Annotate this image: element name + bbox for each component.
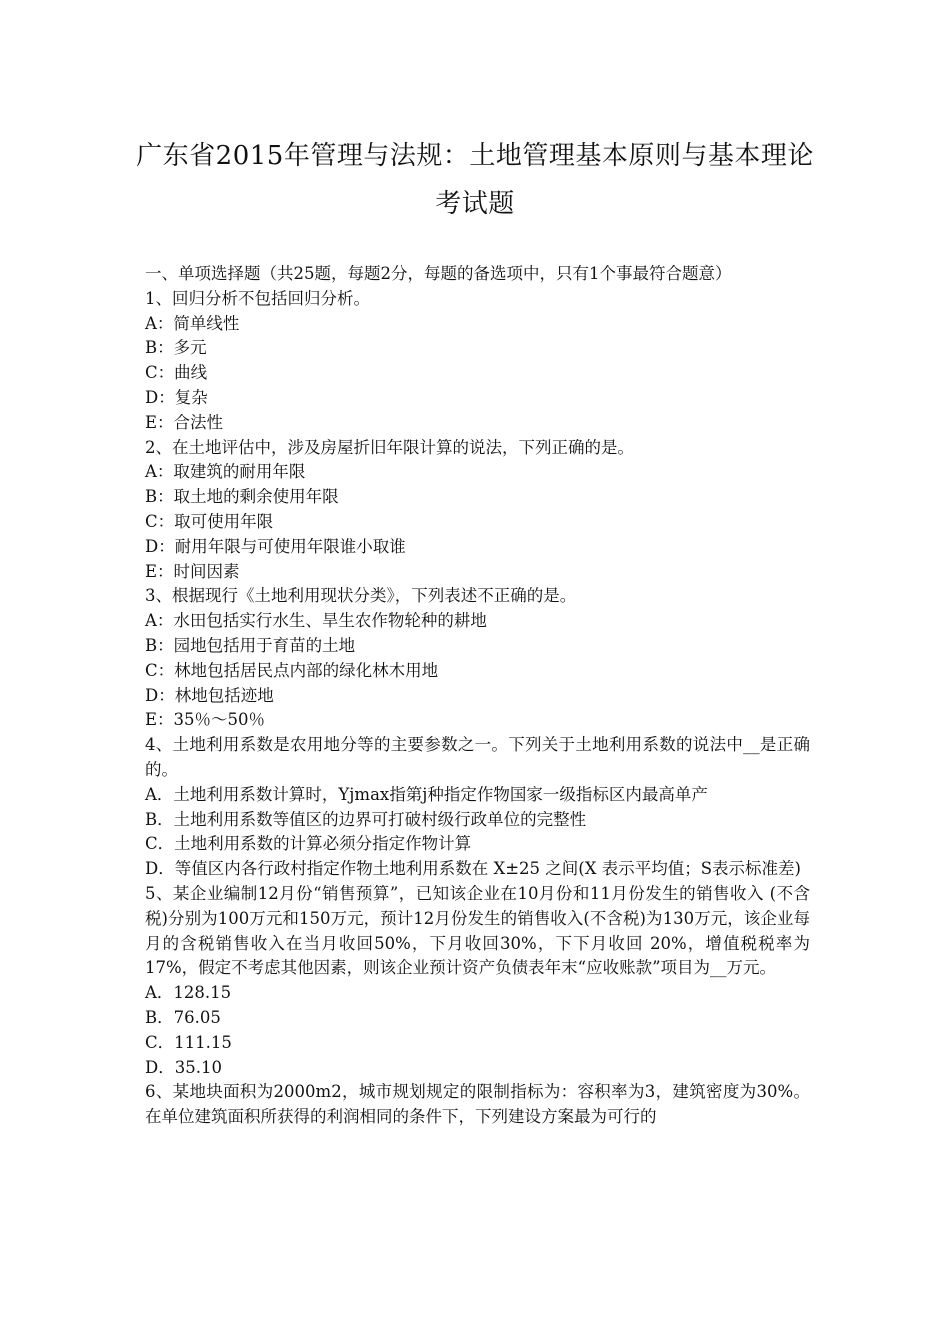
document-body: [145, 262, 810, 1130]
option: B：取土地的剩余使用年限: [145, 487, 339, 507]
option: E：35％～50％: [145, 710, 266, 730]
question-stem: 3、根据现行《土地利用现状分类》，下列表述不正确的是。: [145, 586, 577, 606]
question-stem: 4、土地利用系数是农用地分等的主要参数之一。下列关于土地利用系数的说法中__是正确的。: [145, 735, 810, 779]
option: B：园地包括用于育苗的土地: [145, 635, 356, 655]
option: E：时间因素: [145, 561, 240, 581]
question-stem: 2、在土地评估中，涉及房屋折旧年限计算的说法，下列正确的是。: [145, 437, 634, 457]
option: C：林地包括居民点内部的绿化林木用地: [145, 660, 439, 680]
option: A：取建筑的耐用年限: [145, 462, 306, 482]
question-stem: 1、回归分析不包括回归分析。: [145, 288, 370, 308]
option: B：多元: [145, 338, 207, 358]
option: D：林地包括迹地: [145, 685, 274, 705]
option: A：水田包括实行水生、旱生农作物轮种的耕地: [145, 611, 487, 631]
option: D：耐用年限与可使用年限谁小取谁: [145, 536, 406, 556]
title-line-2: 考试题: [435, 189, 515, 219]
question-stem: 6、某地块面积为2000m2，城市规划规定的限制指标为：容积率为3，建筑密度为30%。在单位建筑面积所获得的利润相同的条件下，下列建设方案最为可行的: [145, 1082, 810, 1127]
option: C．111.15: [145, 1032, 232, 1052]
option: D．35.10: [145, 1057, 222, 1077]
option: D：复杂: [145, 387, 208, 407]
title-line-1: 广东省2015年管理与法规：土地管理基本原则与基本理论: [136, 141, 814, 171]
option: B．土地利用系数等值区的边界可打破村级行政单位的完整性: [145, 809, 587, 829]
option: B．76.05: [145, 1007, 221, 1027]
option: E：合法性: [145, 412, 224, 432]
question-stem: 5、某企业编制12月份“销售预算”，已知该企业在10月份和11月份发生的销售收入 (不含税)分别为100万元和150万元，预计12月份发生的销售收入(不含税)为130万元，该企业每月的含税销售收入在当月收回50%，下月收回30%，下下月收回 20%，增值税税率为 17%，假定不考虑其他因素，则该企业预计资产负债表年末“应收账款”项目为__万元。: [145, 883, 810, 978]
option: C．土地利用系数的计算必须分指定作物计算: [145, 834, 472, 854]
option: A：简单线性: [145, 313, 240, 333]
option: D．等值区内各行政村指定作物土地利用系数在 X±25 之间(X 表示平均值；S表示标准差): [145, 859, 801, 879]
page-title: [120, 132, 830, 228]
section-heading: 一、单项选择题（共25题，每题2分，每题的备选项中，只有1个事最符合题意）: [145, 264, 732, 283]
option: C：曲线: [145, 363, 208, 383]
option: A．128.15: [145, 983, 232, 1003]
option: A．土地利用系数计算时，Yjmax指第j种指定作物国家一级指标区内最高单产: [145, 784, 708, 804]
option: C：取可使用年限: [145, 511, 274, 531]
